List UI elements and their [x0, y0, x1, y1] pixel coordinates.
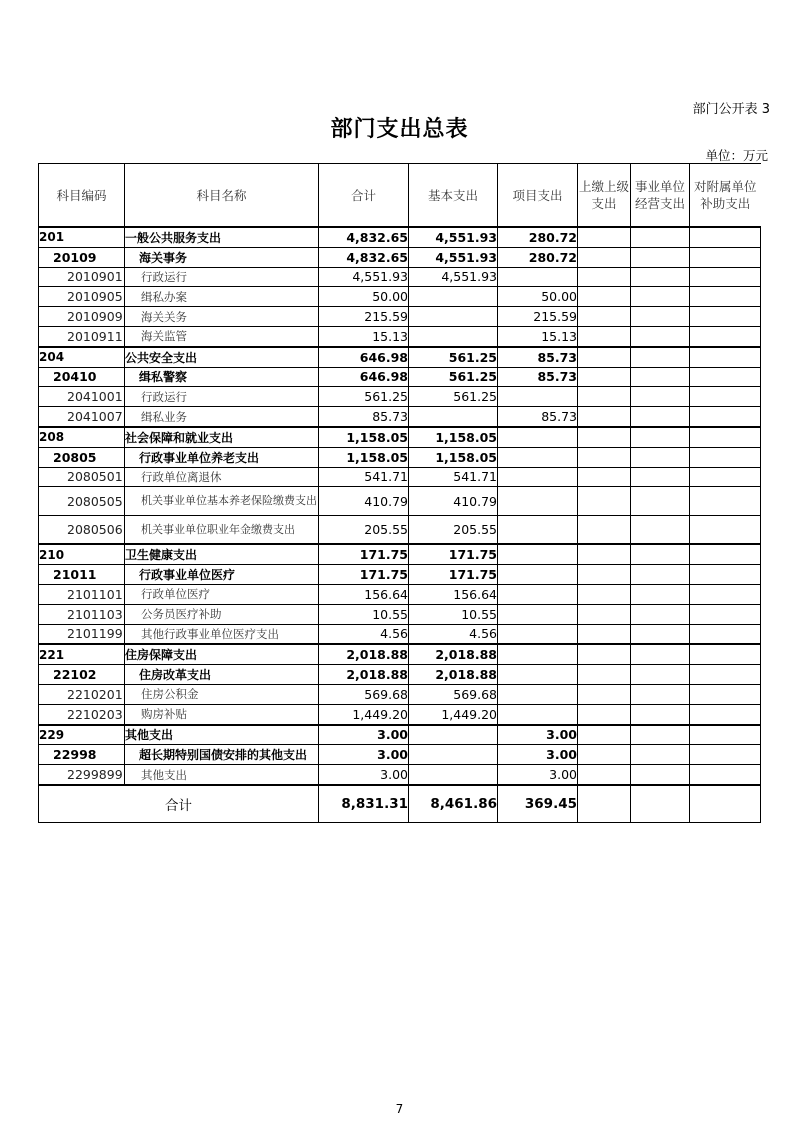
subject-code: 20805: [39, 447, 125, 467]
basic-amount: 1,158.05: [409, 427, 498, 447]
remit-amount: [578, 467, 631, 487]
basic-amount: 2,018.88: [409, 644, 498, 664]
grand-basic-amount: 8,461.86: [409, 785, 498, 823]
subject-code: 2010911: [39, 326, 125, 346]
subsidy-amount: [690, 745, 761, 765]
operating-amount: [631, 624, 690, 644]
grand-total-amount: 8,831.31: [319, 785, 409, 823]
operating-amount: [631, 565, 690, 585]
subsidy-amount: [690, 487, 761, 516]
project-amount: [498, 584, 578, 604]
table-row: [39, 565, 761, 585]
basic-amount: 2,018.88: [409, 665, 498, 685]
project-amount: 85.73: [498, 347, 578, 367]
subject-name: 公共安全支出: [125, 347, 319, 367]
project-amount: [498, 387, 578, 407]
total-amount: 3.00: [319, 765, 409, 785]
grand-remit-amount: [578, 785, 631, 823]
subject-name: 其他支出: [125, 765, 319, 785]
subject-name: 行政运行: [125, 267, 319, 287]
operating-amount: [631, 427, 690, 447]
table-row: [39, 745, 761, 765]
basic-amount: [409, 287, 498, 307]
subsidy-amount: [690, 704, 761, 724]
project-amount: 280.72: [498, 227, 578, 247]
remit-amount: [578, 427, 631, 447]
column-header: 上缴上级支出: [578, 164, 631, 228]
operating-amount: [631, 515, 690, 544]
subject-code: 2299899: [39, 765, 125, 785]
operating-amount: [631, 745, 690, 765]
operating-amount: [631, 644, 690, 664]
total-amount: 85.73: [319, 407, 409, 427]
remit-amount: [578, 584, 631, 604]
subject-code: 2080501: [39, 467, 125, 487]
operating-amount: [631, 765, 690, 785]
subject-name: 购房补贴: [125, 704, 319, 724]
subsidy-amount: [690, 387, 761, 407]
subject-code: 2101103: [39, 604, 125, 624]
operating-amount: [631, 407, 690, 427]
basic-amount: 1,449.20: [409, 704, 498, 724]
total-amount: 561.25: [319, 387, 409, 407]
operating-amount: [631, 326, 690, 346]
subsidy-amount: [690, 307, 761, 327]
subject-code: 2080506: [39, 515, 125, 544]
column-header: 项目支出: [498, 164, 578, 228]
subject-code: 2041007: [39, 407, 125, 427]
table-row: [39, 584, 761, 604]
subject-code: 2210203: [39, 704, 125, 724]
table-row: [39, 447, 761, 467]
remit-amount: [578, 704, 631, 724]
total-amount: 541.71: [319, 467, 409, 487]
remit-amount: [578, 515, 631, 544]
subject-code: 2041001: [39, 387, 125, 407]
remit-amount: [578, 347, 631, 367]
column-header: 科目名称: [125, 164, 319, 228]
subject-name: 住房保障支出: [125, 644, 319, 664]
subject-code: 204: [39, 347, 125, 367]
table-row: [39, 544, 761, 564]
subject-name: 行政事业单位医疗: [125, 565, 319, 585]
total-amount: 4.56: [319, 624, 409, 644]
subject-name: 社会保障和就业支出: [125, 427, 319, 447]
total-amount: 3.00: [319, 725, 409, 745]
total-row: [39, 785, 761, 823]
table-row: [39, 665, 761, 685]
subject-name: 卫生健康支出: [125, 544, 319, 564]
project-amount: [498, 684, 578, 704]
project-amount: [498, 487, 578, 516]
subject-name: 行政单位医疗: [125, 584, 319, 604]
remit-amount: [578, 307, 631, 327]
remit-amount: [578, 227, 631, 247]
table-row: [39, 624, 761, 644]
project-amount: [498, 515, 578, 544]
subject-name: 缉私办案: [125, 287, 319, 307]
table-row: [39, 487, 761, 516]
basic-amount: 410.79: [409, 487, 498, 516]
subsidy-amount: [690, 427, 761, 447]
basic-amount: 156.64: [409, 584, 498, 604]
table-row: [39, 287, 761, 307]
project-amount: [498, 427, 578, 447]
subject-code: 229: [39, 725, 125, 745]
page-number: 7: [395, 1102, 404, 1116]
subject-name: 公务员医疗补助: [125, 604, 319, 624]
table-row: [39, 326, 761, 346]
subject-code: 22102: [39, 665, 125, 685]
operating-amount: [631, 387, 690, 407]
operating-amount: [631, 247, 690, 267]
basic-amount: 4.56: [409, 624, 498, 644]
subject-name: 行政事业单位养老支出: [125, 447, 319, 467]
subject-code: 221: [39, 644, 125, 664]
project-amount: [498, 665, 578, 685]
basic-amount: 171.75: [409, 544, 498, 564]
operating-amount: [631, 544, 690, 564]
basic-amount: 561.25: [409, 347, 498, 367]
subject-code: 208: [39, 427, 125, 447]
total-amount: 4,832.65: [319, 247, 409, 267]
subject-name: 行政单位离退休: [125, 467, 319, 487]
project-amount: 15.13: [498, 326, 578, 346]
basic-amount: [409, 765, 498, 785]
project-amount: [498, 544, 578, 564]
subject-code: 2080505: [39, 487, 125, 516]
table-row: [39, 515, 761, 544]
subject-name: 海关监管: [125, 326, 319, 346]
operating-amount: [631, 287, 690, 307]
table-row: [39, 765, 761, 785]
operating-amount: [631, 725, 690, 745]
subject-name: 海关事务: [125, 247, 319, 267]
total-amount: 1,449.20: [319, 704, 409, 724]
table-row: [39, 227, 761, 247]
project-amount: 3.00: [498, 745, 578, 765]
expenditure-table: [38, 163, 761, 823]
project-amount: [498, 267, 578, 287]
project-amount: 85.73: [498, 407, 578, 427]
remit-amount: [578, 487, 631, 516]
total-amount: 4,832.65: [319, 227, 409, 247]
table-row: [39, 644, 761, 664]
remit-amount: [578, 565, 631, 585]
project-amount: [498, 467, 578, 487]
project-amount: 50.00: [498, 287, 578, 307]
column-header: 对附属单位补助支出: [690, 164, 761, 228]
subsidy-amount: [690, 407, 761, 427]
operating-amount: [631, 347, 690, 367]
remit-amount: [578, 745, 631, 765]
total-amount: 410.79: [319, 487, 409, 516]
table-row: [39, 427, 761, 447]
operating-amount: [631, 665, 690, 685]
subject-code: 2010901: [39, 267, 125, 287]
subject-name: 其他支出: [125, 725, 319, 745]
subject-name: 机关事业单位职业年金缴费支出: [125, 515, 319, 544]
operating-amount: [631, 584, 690, 604]
column-header: 科目编码: [39, 164, 125, 228]
total-amount: 215.59: [319, 307, 409, 327]
subject-name: 海关关务: [125, 307, 319, 327]
remit-amount: [578, 624, 631, 644]
basic-amount: 541.71: [409, 467, 498, 487]
operating-amount: [631, 447, 690, 467]
project-amount: 85.73: [498, 367, 578, 387]
total-amount: 4,551.93: [319, 267, 409, 287]
project-amount: [498, 447, 578, 467]
subsidy-amount: [690, 565, 761, 585]
subject-code: 2101101: [39, 584, 125, 604]
grand-project-amount: 369.45: [498, 785, 578, 823]
subject-name: 住房公积金: [125, 684, 319, 704]
remit-amount: [578, 447, 631, 467]
subsidy-amount: [690, 287, 761, 307]
operating-amount: [631, 684, 690, 704]
total-amount: 3.00: [319, 745, 409, 765]
subsidy-amount: [690, 267, 761, 287]
subject-name: 住房改革支出: [125, 665, 319, 685]
remit-amount: [578, 665, 631, 685]
subsidy-amount: [690, 604, 761, 624]
table-row: [39, 467, 761, 487]
table-row: [39, 684, 761, 704]
subject-code: 22998: [39, 745, 125, 765]
total-amount: 1,158.05: [319, 427, 409, 447]
subsidy-amount: [690, 247, 761, 267]
operating-amount: [631, 487, 690, 516]
subsidy-amount: [690, 584, 761, 604]
basic-amount: 1,158.05: [409, 447, 498, 467]
basic-amount: 171.75: [409, 565, 498, 585]
subsidy-amount: [690, 515, 761, 544]
subject-name: 其他行政事业单位医疗支出: [125, 624, 319, 644]
table-row: [39, 387, 761, 407]
subject-name: 机关事业单位基本养老保险缴费支出: [125, 487, 319, 516]
subsidy-amount: [690, 765, 761, 785]
remit-amount: [578, 604, 631, 624]
total-amount: 50.00: [319, 287, 409, 307]
total-amount: 569.68: [319, 684, 409, 704]
table-row: [39, 407, 761, 427]
total-amount: 205.55: [319, 515, 409, 544]
table-row: [39, 725, 761, 745]
subject-code: 21011: [39, 565, 125, 585]
total-amount: 646.98: [319, 347, 409, 367]
subsidy-amount: [690, 447, 761, 467]
total-amount: 10.55: [319, 604, 409, 624]
table-row: [39, 347, 761, 367]
subsidy-amount: [690, 684, 761, 704]
subsidy-amount: [690, 624, 761, 644]
table-row: [39, 704, 761, 724]
remit-amount: [578, 367, 631, 387]
total-amount: 2,018.88: [319, 644, 409, 664]
basic-amount: [409, 326, 498, 346]
project-amount: 280.72: [498, 247, 578, 267]
remit-amount: [578, 387, 631, 407]
subject-code: 20109: [39, 247, 125, 267]
project-amount: [498, 624, 578, 644]
header-row: [39, 164, 761, 228]
basic-amount: 205.55: [409, 515, 498, 544]
grand-operating-amount: [631, 785, 690, 823]
operating-amount: [631, 467, 690, 487]
subject-code: 2010905: [39, 287, 125, 307]
basic-amount: 569.68: [409, 684, 498, 704]
total-amount: 15.13: [319, 326, 409, 346]
total-amount: 2,018.88: [319, 665, 409, 685]
operating-amount: [631, 704, 690, 724]
basic-amount: 4,551.93: [409, 227, 498, 247]
basic-amount: [409, 745, 498, 765]
total-amount: 171.75: [319, 544, 409, 564]
column-header: 事业单位经营支出: [631, 164, 690, 228]
total-label: 合计: [39, 785, 319, 823]
basic-amount: 561.25: [409, 367, 498, 387]
subsidy-amount: [690, 326, 761, 346]
column-header: 基本支出: [409, 164, 498, 228]
table-body: [39, 227, 761, 822]
subsidy-amount: [690, 467, 761, 487]
subject-code: 2210201: [39, 684, 125, 704]
subsidy-amount: [690, 644, 761, 664]
project-amount: [498, 565, 578, 585]
basic-amount: 4,551.93: [409, 267, 498, 287]
subsidy-amount: [690, 367, 761, 387]
remit-amount: [578, 544, 631, 564]
project-amount: [498, 604, 578, 624]
subject-name: 超长期特别国债安排的其他支出: [125, 745, 319, 765]
subject-code: 210: [39, 544, 125, 564]
subsidy-amount: [690, 665, 761, 685]
project-amount: 3.00: [498, 765, 578, 785]
subject-code: 2101199: [39, 624, 125, 644]
subsidy-amount: [690, 347, 761, 367]
subject-code: 2010909: [39, 307, 125, 327]
operating-amount: [631, 267, 690, 287]
basic-amount: [409, 307, 498, 327]
subsidy-amount: [690, 544, 761, 564]
operating-amount: [631, 307, 690, 327]
subject-name: 行政运行: [125, 387, 319, 407]
basic-amount: [409, 407, 498, 427]
remit-amount: [578, 725, 631, 745]
total-amount: 1,158.05: [319, 447, 409, 467]
remit-amount: [578, 326, 631, 346]
basic-amount: 561.25: [409, 387, 498, 407]
operating-amount: [631, 604, 690, 624]
basic-amount: [409, 725, 498, 745]
project-amount: [498, 704, 578, 724]
remit-amount: [578, 684, 631, 704]
total-amount: 171.75: [319, 565, 409, 585]
table-number: 部门公开表 3: [692, 102, 770, 117]
total-amount: 646.98: [319, 367, 409, 387]
basic-amount: 10.55: [409, 604, 498, 624]
column-header: 合计: [319, 164, 409, 228]
operating-amount: [631, 227, 690, 247]
project-amount: [498, 644, 578, 664]
page-title: 部门支出总表: [330, 117, 469, 142]
unit-label: 单位：万元: [705, 148, 768, 163]
subject-name: 缉私警察: [125, 367, 319, 387]
table-row: [39, 604, 761, 624]
remit-amount: [578, 644, 631, 664]
remit-amount: [578, 765, 631, 785]
subject-name: 一般公共服务支出: [125, 227, 319, 247]
basic-amount: 4,551.93: [409, 247, 498, 267]
table-row: [39, 307, 761, 327]
table-row: [39, 267, 761, 287]
remit-amount: [578, 247, 631, 267]
remit-amount: [578, 267, 631, 287]
table-row: [39, 367, 761, 387]
project-amount: 3.00: [498, 725, 578, 745]
grand-subsidy-amount: [690, 785, 761, 823]
remit-amount: [578, 287, 631, 307]
table-row: [39, 247, 761, 267]
total-amount: 156.64: [319, 584, 409, 604]
operating-amount: [631, 367, 690, 387]
subsidy-amount: [690, 227, 761, 247]
subject-name: 缉私业务: [125, 407, 319, 427]
subject-code: 20410: [39, 367, 125, 387]
subject-code: 201: [39, 227, 125, 247]
project-amount: 215.59: [498, 307, 578, 327]
remit-amount: [578, 407, 631, 427]
subsidy-amount: [690, 725, 761, 745]
